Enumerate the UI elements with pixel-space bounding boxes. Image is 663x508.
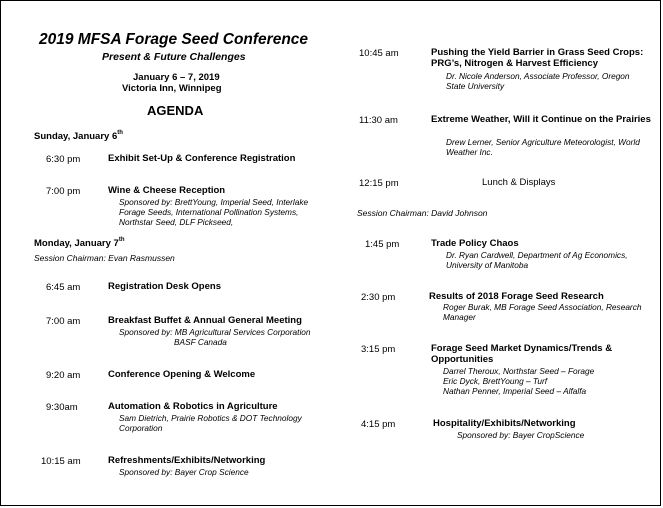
schedule-time: 1:45 pm [365,239,400,250]
schedule-title: Lunch & Displays [482,177,556,188]
schedule-detail: Sponsored by: Bayer CropScience [457,430,585,440]
conference-subtitle: Present & Future Challenges [102,51,246,63]
session-chairman: Session Chairman: David Johnson [357,208,488,218]
schedule-detail: Sponsored by: Bayer Crop Science [119,467,249,477]
schedule-detail: Dr. Ryan Cardwell, Department of Ag Economics, University of Manitoba [446,250,628,270]
schedule-time: 12:15 pm [359,178,399,189]
schedule-title: Hospitality/Exhibits/Networking [433,418,576,429]
schedule-title: Refreshments/Exhibits/Networking [108,455,266,466]
schedule-time: 7:00 am [46,316,81,327]
schedule-title: Registration Desk Opens [108,281,221,292]
schedule-detail: Nathan Penner, Imperial Seed – Alfalfa [443,386,587,396]
schedule-detail: Sam Dietrich, Prairie Robotics & DOT Technology Corporation [119,413,302,433]
schedule-detail: Dr. Nicole Anderson, Associate Professor, Oregon State University [446,71,630,91]
schedule-detail: BASF Canada [174,337,227,347]
conference-venue: Victoria Inn, Winnipeg [122,83,222,94]
schedule-time: 6:30 pm [46,154,81,165]
schedule-time: 7:00 pm [46,186,81,197]
day-heading-monday [34,238,125,249]
schedule-title: Pushing the Yield Barrier in Grass Seed Crops: PRG’s, Nitrogen & Harvest Efficiency [431,47,644,69]
day-label: Sunday, January 6 [34,131,118,142]
schedule-time: 10:45 am [359,48,399,59]
schedule-time: 9:20 am [46,370,81,381]
schedule-detail: Sponsored by: MB Agricultural Services Corporation [119,327,311,337]
schedule-time: 9:30am [46,402,78,413]
day-label: Monday, January 7 [34,238,119,249]
conference-dates: January 6 – 7, 2019 [133,72,220,83]
schedule-title: Results of 2018 Forage Seed Research [429,291,604,302]
session-chairman: Session Chairman: Evan Rasmussen [34,253,175,263]
schedule-detail: Darrel Theroux, Northstar Seed – Forage [443,366,595,376]
schedule-title: Forage Seed Market Dynamics/Trends & Opportunities [431,343,613,365]
agenda-heading: AGENDA [147,103,204,118]
schedule-title: Extreme Weather, Will it Continue on the Prairies [431,114,651,125]
schedule-time: 2:30 pm [361,292,396,303]
schedule-title: Exhibit Set-Up & Conference Registration [108,153,296,164]
schedule-time: 11:30 am [359,115,398,126]
schedule-detail: Drew Lerner, Senior Agriculture Meteorologist, World Weather Inc. [446,137,640,157]
schedule-time: 6:45 am [46,282,81,293]
schedule-title: Breakfast Buffet & Annual General Meeting [108,315,302,326]
schedule-detail: Roger Burak, MB Forage Seed Association, Research Manager [443,302,642,322]
schedule-title: Conference Opening & Welcome [108,369,256,380]
schedule-time: 10:15 am [41,456,81,467]
right-column [339,1,660,505]
schedule-title: Trade Policy Chaos [431,238,519,249]
left-column [1,1,339,505]
day-suffix: th [117,130,123,136]
schedule-detail: Sponsored by: BrettYoung, Imperial Seed, Interlake Forage Seeds, International Pollination Systems, Northstar Seed, DLF Pickseed, [119,197,309,227]
conference-title: 2019 MFSA Forage Seed Conference [39,31,309,48]
schedule-time: 4:15 pm [361,419,396,430]
day-heading-sunday [34,131,123,142]
day-suffix: th [118,237,125,243]
schedule-title: Wine & Cheese Reception [108,185,226,196]
schedule-title: Automation & Robotics in Agriculture [108,401,278,412]
schedule-time: 3:15 pm [361,344,396,355]
schedule-detail: Eric Dyck, BrettYoung – Turf [443,376,548,386]
